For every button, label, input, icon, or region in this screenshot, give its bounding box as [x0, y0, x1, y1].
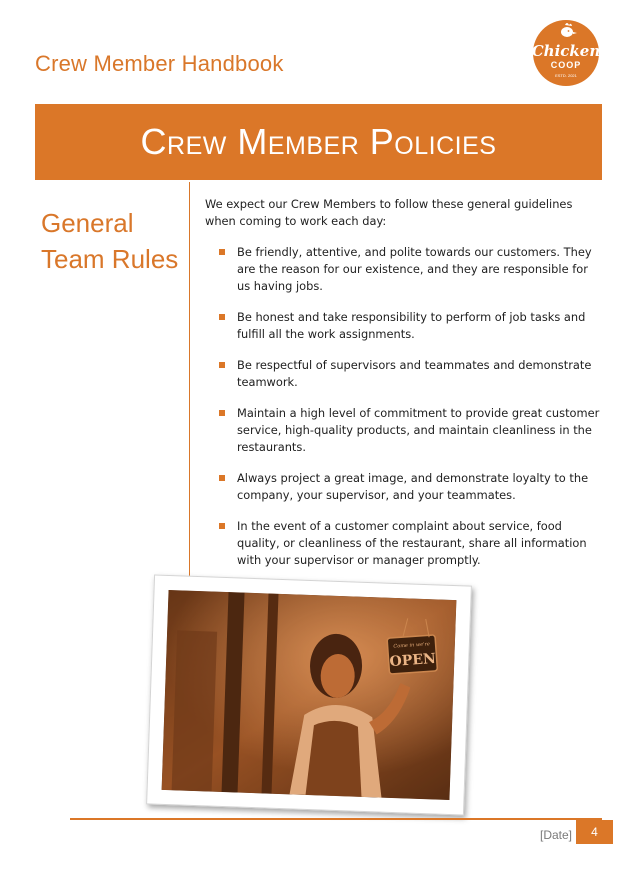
square-bullet-icon	[219, 475, 225, 481]
list-item	[219, 309, 601, 343]
footer-rule	[70, 818, 602, 820]
rule-text: Always project a great image, and demonstrate loyalty to the company, your supervisor, and your teammates.	[237, 471, 589, 502]
chicken-coop-logo	[530, 16, 602, 88]
policies-banner	[35, 104, 602, 180]
list-item	[219, 518, 601, 569]
section-title-line2: Team Rules	[41, 244, 179, 274]
list-item	[219, 357, 601, 391]
logo-subword: COOP	[550, 60, 582, 70]
handbook-title: Crew Member Handbook	[35, 51, 284, 76]
page-number: 4	[576, 820, 613, 844]
square-bullet-icon	[219, 410, 225, 416]
square-bullet-icon	[219, 523, 225, 529]
rule-text: Be honest and take responsibility to perform of job tasks and fulfill all the work assignments.	[237, 310, 586, 341]
square-bullet-icon	[219, 314, 225, 320]
section-title	[41, 205, 181, 277]
list-item	[219, 244, 601, 295]
rule-text: Maintain a high level of commitment to provide great customer service, high-quality products, and maintain cleanliness in the restaurants.	[237, 406, 600, 454]
sign-open-text: OPEN	[389, 650, 437, 671]
rule-text: Be respectful of supervisors and teammates and demonstrate teamwork.	[237, 358, 592, 389]
rule-text: Be friendly, attentive, and polite towards our customers. They are the reason for our existence, and they are responsible for us having jobs.	[237, 245, 592, 293]
square-bullet-icon	[219, 249, 225, 255]
footer-date[interactable]: [Date]	[540, 828, 573, 842]
logo-word: Chicken	[531, 42, 601, 60]
section-title-line1: General	[41, 208, 134, 238]
open-sign-photo	[162, 590, 457, 800]
rule-text: In the event of a customer complaint about service, food quality, or cleanliness of the restaurant, share all information with your supervisor or manager promptly.	[237, 519, 587, 567]
photo-frame	[146, 575, 472, 816]
sign-small-text: Come in we're	[393, 641, 431, 650]
banner-title: Crew Member Policies	[140, 121, 497, 162]
square-bullet-icon	[219, 362, 225, 368]
list-item	[219, 405, 601, 456]
intro-paragraph: We expect our Crew Members to follow these general guidelines when coming to work each day:	[205, 197, 573, 228]
section-divider	[189, 182, 190, 580]
logo-tagline: ESTD. 2021	[555, 73, 577, 78]
list-item	[219, 470, 601, 504]
rules-list	[219, 244, 601, 583]
